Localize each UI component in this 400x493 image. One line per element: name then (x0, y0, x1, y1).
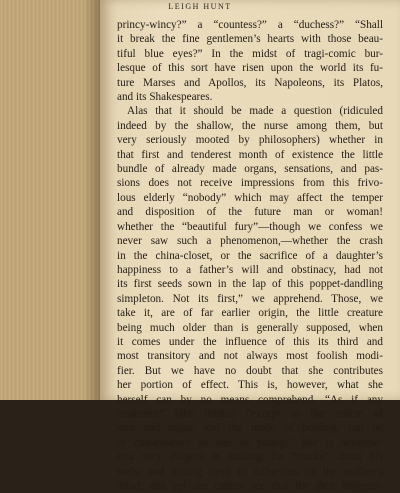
text-line: in the china-closet, or the sacrifice of a daughter’s (117, 249, 383, 262)
text-line: very seriously mooted by philosophers) whether in (117, 134, 383, 147)
text-line: never saw such a phenomenon,—whether the crash (117, 235, 383, 248)
text-line: treatment” (she thinks) “except in the article of (117, 407, 383, 420)
text-line: it break the fine gentlemen’s hearts with those beau- (117, 33, 383, 46)
text-line: mind; and yet she cannot see that the then impressi- (117, 480, 383, 492)
text-line: princy-wincy?” a “countess?” a “duchess?” “Shall (117, 19, 383, 31)
text-line: simpleton. Not its first,” we apprehend. Those, we (117, 292, 383, 305)
text-line: ture Marses and Apollos, its Napoleons, its Platos, (117, 76, 383, 89)
text-line: and disposition of the future man or woman! (117, 206, 383, 219)
text-line: bundle of already made organs, sensations, and pas- (117, 163, 383, 176)
text-line: take it, are of far earlier origin, the little creature (117, 307, 383, 320)
text-line: Alas that it should be made a question (ridiculed (127, 105, 383, 118)
text-line: sions does not receive impressions from this frivo- (117, 177, 383, 190)
text-line: lous elderly “nobody” which may affect the temper (117, 191, 383, 204)
text-line: of consequence to one so young!” She is neverthe- (117, 436, 383, 449)
text-line: whether the “beautiful fury”—though we confess we (117, 220, 383, 233)
paragraph-2 (117, 104, 383, 493)
text-line: body, and tracing them to influences on the mother’s (117, 465, 383, 478)
body-text (117, 18, 383, 493)
text-line: happiness to a father’s will and obstinacy, had not (117, 263, 383, 276)
running-head: LEIGH HUNT (168, 2, 232, 11)
text-line: tiful blue eyes?” In the midst of tragi-comic bur- (117, 47, 383, 60)
text-line: it comes under the influence of this its third and (117, 335, 383, 348)
text-line: most transitory and not always most foolish modi- (117, 350, 383, 363)
text-line: her portion of effect. This is, however, what she (117, 379, 383, 392)
page-edges (0, 0, 100, 400)
text-line: herself can by no means comprehend. “As if any (117, 393, 383, 406)
text-line: fier. But we have no doubt that she contributes (117, 364, 383, 377)
paragraph-1 (117, 18, 383, 104)
text-line: that first and tenderest month of existence the little (117, 148, 383, 161)
text-line: lesque of this sort have risen upon the world its fu- (117, 62, 383, 75)
text-line: being much older than is generally supposed, when (117, 321, 383, 334)
text-line: and its Shakespeares. (117, 91, 213, 104)
text-line: less very diligent in looking for “marks” about his (117, 451, 383, 464)
text-line: rum and sugar, and the mode of holding, can be (117, 422, 383, 435)
text-line: indeed by the shallow, the nurse among them, but (117, 119, 383, 132)
text-line: its first seeds sown in the lap of this poppet-dandling (117, 278, 383, 291)
